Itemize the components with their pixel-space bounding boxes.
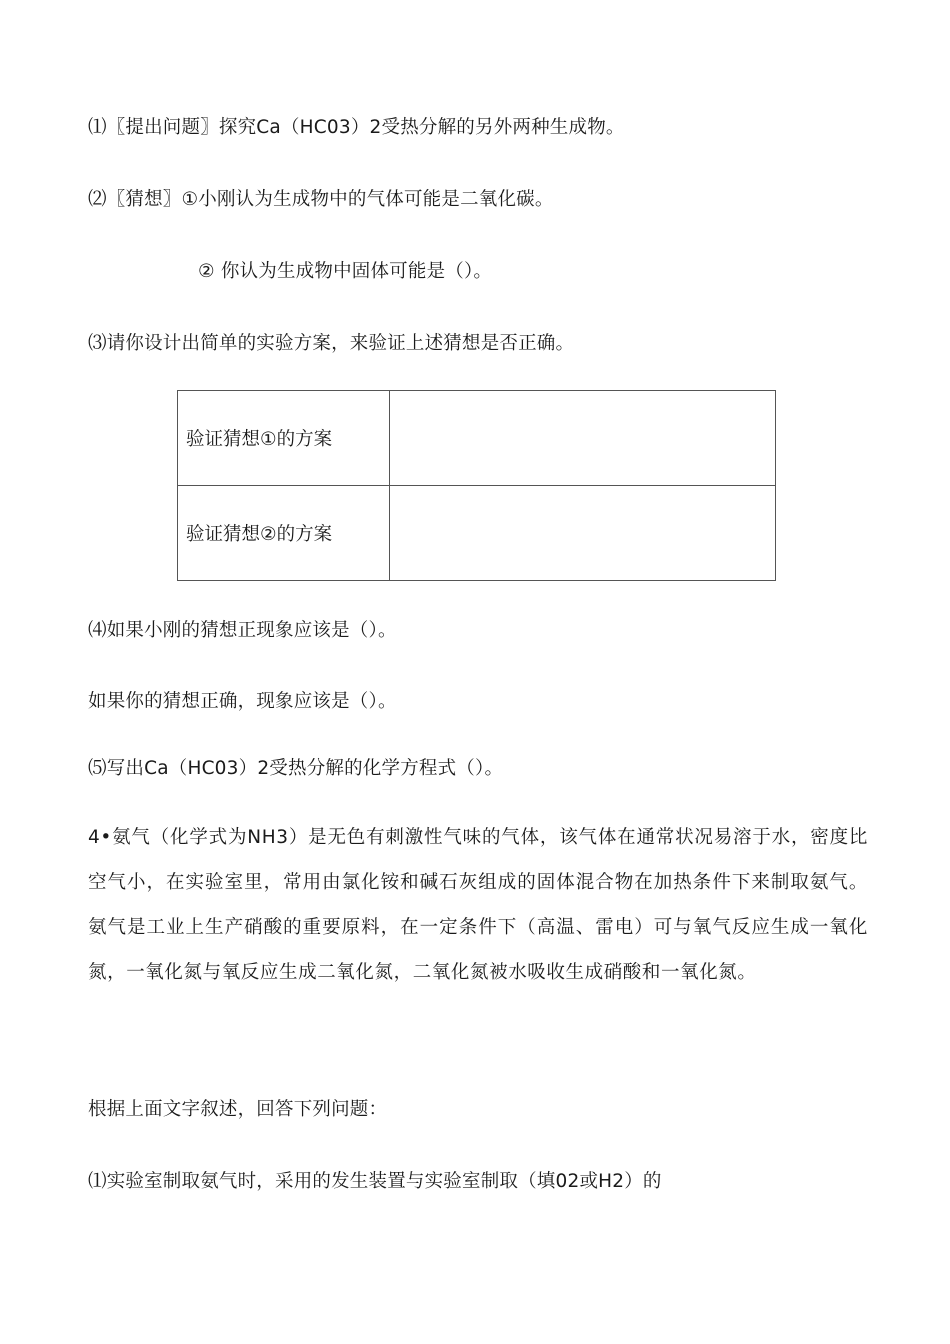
- q3-part2-guess2: ② 你认为生成物中固体可能是（）。: [198, 261, 493, 282]
- q3-part5: ⑸写出Ca（HC03）2受热分解的化学方程式（）。: [88, 758, 504, 779]
- q3-part2-guess1: ⑵〖猜想〗①小刚认为生成物中的气体可能是二氧化碳。: [88, 189, 554, 210]
- verification-plan-table: [177, 390, 776, 581]
- q3-part4b: 如果你的猜想正确，现象应该是（）。: [88, 691, 397, 712]
- table-row: [178, 391, 776, 486]
- q4-part1: ⑴实验室制取氨气时，采用的发生装置与实验室制取（填02或H2）的: [88, 1171, 662, 1192]
- plan-label: 验证猜想①的方案: [178, 391, 390, 486]
- table-row: [178, 486, 776, 581]
- q4-intro-paragraph: 4•氨气（化学式为NH3）是无色有刺激性气味的气体，该气体在通常状况易溶于水，密度比空气小，在实验室里，常用由氯化铵和碱石灰组成的固体混合物在加热条件下来制取氨气。氨气是工业上生产硝酸的重要原料，在一定条件下（高温、雷电）可与氧气反应生成一氧化氮，一氧化氮与氧反应生成二氧化氮，二氧化氮被水吸收生成硝酸和一氧化氮。: [88, 827, 868, 983]
- plan-answer-cell: [390, 486, 776, 581]
- q3-part1: ⑴〖提出问题〗探究Ca（HC03）2受热分解的另外两种生成物。: [88, 117, 625, 138]
- q4-prompt: 根据上面文字叙述，回答下列问题：: [88, 1099, 388, 1120]
- plan-answer-cell: [390, 391, 776, 486]
- plan-label: 验证猜想②的方案: [178, 486, 390, 581]
- q3-part3: ⑶请你设计出简单的实验方案，来验证上述猜想是否正确。: [88, 333, 575, 354]
- q3-part4: ⑷如果小刚的猜想正现象应该是（）。: [88, 620, 397, 641]
